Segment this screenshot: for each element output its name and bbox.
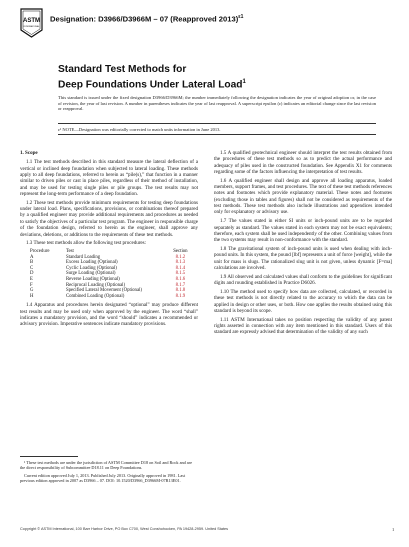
paragraph-1-5: 1.5 A qualified geotechnical engineer should interpret the test results obtained from the procedures of these test methods so as to predict the actual performance and adequacy of piles used in the constructed foundation. See Appendix X1 for comments regarding some of the factors influencing the interpretation of test results. [214,150,392,176]
footnote-2: Current edition approved July 1, 2013. Published July 2013. Originally approved in 1981. Last previous edition approved in 2007 as D3966 – 07. DOI: 10.1520/D3966_D3966M-07R13E01. [20,472,186,483]
test-cell: Standard Loading [65,254,101,260]
procedure-cell: B [30,260,34,266]
paragraph-1-3: 1.3 These test methods allow the following test procedures: [26,240,147,247]
procedure-cell: H [30,293,34,299]
procedure-cell: D [30,271,34,277]
footnote-divider [20,456,78,457]
test-cell: Combined Loading (Optional) [65,293,125,299]
test-cell: Cyclic Loading (Optional) [65,265,117,271]
title-line-2: Deep Foundations Under Lateral Load [58,79,243,91]
section-link[interactable]: 8.1.2 [175,254,186,260]
header-procedure: Procedure [30,248,50,254]
designation-header [50,14,243,24]
paragraph-1-4: 1.4 Apparatus and procedures herein designated “optional” may produce different test results and may be used only when approved by the engineer. The word “shall” indicates a mandatory provision, and the word “should” indicates a recommended or advisory provision. Imperative sentences indicate mandatory provisions. [20,302,198,328]
section-link[interactable]: 8.1.7 [175,282,186,288]
procedure-cell: G [30,288,34,294]
footnotes [20,460,198,485]
svg-text:INTERNATIONAL: INTERNATIONAL [23,26,40,28]
section-heading-scope: 1. Scope [20,150,38,156]
svg-text:ASTM: ASTM [23,18,40,24]
header-test: Test [65,248,74,254]
test-cell: Excess Loading (Optional) [65,260,118,266]
paragraph-1-9: 1.9 All observed and calculated values shall conform to the guidelines for significant digits and rounding established in Practice D6026. [214,273,392,287]
section-link[interactable]: 8.1.3 [175,260,186,266]
title-line-1: Standard Test Methods for [58,64,187,75]
section-link[interactable]: 8.1.4 [175,265,186,271]
divider-bottom [58,134,376,135]
test-cell: Specified Lateral Movement (Optional) [65,288,143,294]
section-link[interactable]: 8.1.6 [175,276,186,282]
divider-top [58,123,376,124]
section-link[interactable]: 8.1.5 [175,271,186,277]
footnote-1: ¹ These test methods are under the jurisdiction of ASTM Committee D18 on Soil and Rock and are the direct responsibility of Subcommittee D18.11 on Deep Foundations. [20,460,192,471]
page-number: 1 [392,527,395,532]
title-footnote-ref: 1 [242,79,246,85]
copyright-notice: Copyright © ASTM International, 100 Barr Harbor Drive, PO Box C700, West Conshohocken, PA 19428-2959. United States [20,527,229,531]
test-cell: Reciprocal Loading (Optional) [65,282,126,288]
header-section: Section [173,248,188,254]
test-cell: Reverse Loading (Optional) [65,276,120,282]
paragraph-1-11: 1.11 ASTM International takes no position respecting the validity of any patent rights asserted in connection with any item mentioned in this standard. Users of this standard are expressly advised that determination of the validity of any such [214,316,392,336]
paragraph-1-7: 1.7 The values stated in either SI units or inch-pound units are to be regarded separately as standard. The values stated in each system may not be exact equivalents; therefore, each system shall be used independently of the other. Combining values from the two systems may result in non-conformance with the standard. [214,218,392,244]
designation-text: Designation: D3966/D3966M – 07 (Reapproved 2013) [50,14,239,24]
paragraph-1-6: 1.6 A qualified engineer shall design and approve all loading apparatus, loaded members, support frames, and test procedures. The text of these test methods references notes and footnotes which provide explanatory material. These notes and footnotes (excluding those in tables and figures) shall not be considered as requirements of the test methods. These test methods also include illustrations and appendices intended only for explanatory or advisory use. [214,177,392,216]
paragraph-1-2: 1.2 These test methods provide minimum requirements for testing deep foundations under lateral load. Plans, specifications, provisions, or combinations thereof prepared by a qualified engineer may provide additional requirements and procedures as needed to satisfy the objectives of a particular test program. The engineer in responsible charge of the foundation design, referred to herein as the engineer, shall approve any deviations, deletions, or additions to the requirements of these test methods. [20,199,198,238]
procedure-cell: E [30,276,33,282]
designation-notice: This standard is issued under the fixed designation D3966/D3966M; the number immediately following the designation indicates the year of original adoption or, in the case of revision, the year of last revision. A number in parentheses indicates the year of last reapproval. A superscript epsilon (ε) indicates an editorial change since the last revision or reapproval. [58,95,376,112]
editorial-note: ε¹ NOTE—Designation was editorially corrected to match units information in June 2013. [58,127,221,132]
section-link[interactable]: 8.1.9 [175,293,186,299]
right-column [214,150,392,338]
procedure-cell: F [30,282,33,288]
document-title [58,64,378,91]
paragraph-1-1: 1.1 The test methods described in this standard measure the lateral deflection of a vertical or inclined deep foundation when subjected to lateral loading. These methods apply to all deep foundations, referred to herein as “pile(s),” that function in a manner similar to driven piles or cast in place piles, regardless of their method of installation, and may be used for testing single piles or pile groups. The test results may not represent the long-term performance of a deep foundation. [20,159,198,198]
designation-epsilon: ε1 [238,14,244,20]
section-link[interactable]: 8.1.8 [175,288,186,294]
paragraph-1-10: 1.10 The method used to specify how data are collected, calculated, or recorded in these test methods is not directly related to the accuracy to which the data can be applied in design or other uses, or both. How one applies the results obtained using this standard is beyond its scope. [214,288,392,314]
procedure-cell: C [30,265,34,271]
astm-logo-icon [20,8,43,38]
procedure-cell: A [30,254,34,260]
test-cell: Surge Loading (Optional) [65,271,116,277]
table-row [30,294,190,300]
paragraph-1-8: 1.8 The gravitational system of inch-pound units is used when dealing with inch-pound units. In this system, the pound [lbf] represents a unit of force [weight], while the unit for mass is slugs. The rationalized slug unit is not given, unless dynamic [F=ma] calculations are involved. [214,245,393,272]
procedure-table [30,249,190,299]
left-column [20,150,198,330]
